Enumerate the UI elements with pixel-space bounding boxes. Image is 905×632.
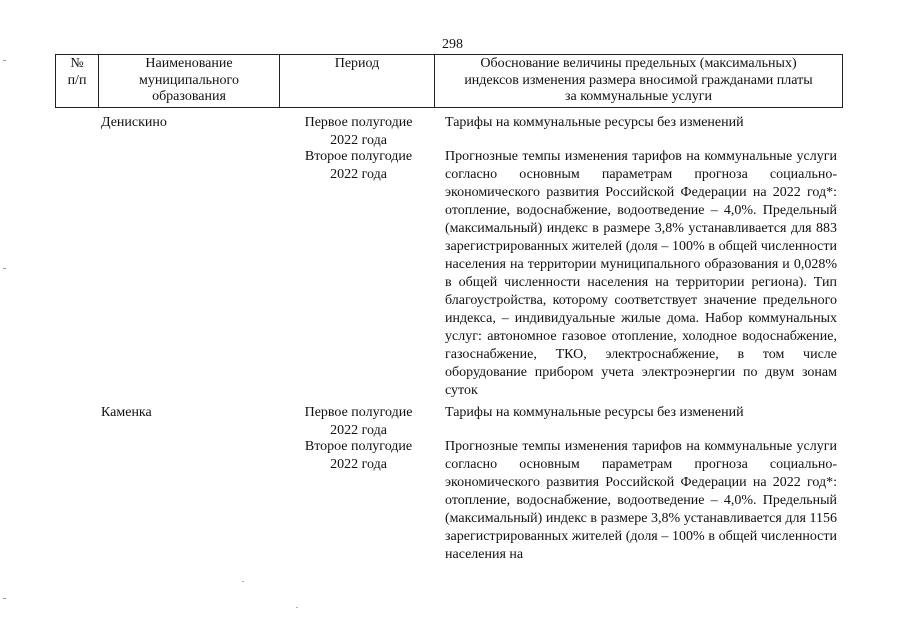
basis-second-half: Прогнозные темпы изменения тарифов на коммунальные услуги согласно основным параметрам прогноза социально-экономического развития Российской Федерации на 2022 год*: отопление, водоснабжение, водоотведение – 4,0%. Предельный (максимальный) индекс в размере 3,8% устанавливается для 1156 зарегистрированных жителей (доля – 100% в общей численности населения на — [445, 439, 837, 562]
period-second-half: Второе полугодие 2022 года — [304, 439, 413, 472]
scan-mark — [242, 581, 244, 582]
period-first-half: Первое полугодие 2022 года — [304, 405, 413, 438]
header-basis: Обоснование величины предельных (максимальных) индексов изменения размера вносимой гражданами платы за коммунальные услуги — [464, 56, 813, 104]
period-second-half: Второе полугодие 2022 года — [304, 149, 413, 182]
scan-mark — [3, 598, 6, 599]
scan-mark — [3, 60, 6, 61]
scan-mark — [296, 607, 298, 608]
table-header — [55, 54, 843, 108]
page-number: 298 — [442, 37, 463, 52]
scan-mark — [3, 268, 6, 269]
basis-second-half: Прогнозные темпы изменения тарифов на коммунальные услуги согласно основным параметрам прогноза социально-экономического развития Российской Федерации на 2022 год*: отопление, водоснабжение, водоотведение – 4,0%. Предельный (максимальный) индекс в размере 3,8% устанавливается для 883 зарегистрированных жителей (доля – 100% в общей численности населения на территории муниципального образования и 0,028% в общей численности населения на территории региона). Тип благоустройства, которому соответствует значение предельного индекса, – индивидуальные жилые дома. Набор коммунальных услуг: автономное газовое отопление, холодное водоснабжение, газоснабжение, ТКО, электроснабжение, в том числе оборудование прибором учета электроэнергии по двум зонам суток — [445, 149, 837, 398]
header-number: № п/п — [56, 55, 99, 107]
municipality-name: Каменка — [101, 405, 152, 420]
basis-first-half: Тарифы на коммунальные ресурсы без изменений — [445, 405, 744, 420]
header-municipality: Наименование муниципального образования — [99, 55, 280, 107]
basis-first-half: Тарифы на коммунальные ресурсы без изменений — [445, 115, 744, 130]
municipality-name: Денискино — [101, 115, 167, 130]
header-period: Период — [280, 55, 435, 107]
period-first-half: Первое полугодие 2022 года — [304, 115, 413, 148]
